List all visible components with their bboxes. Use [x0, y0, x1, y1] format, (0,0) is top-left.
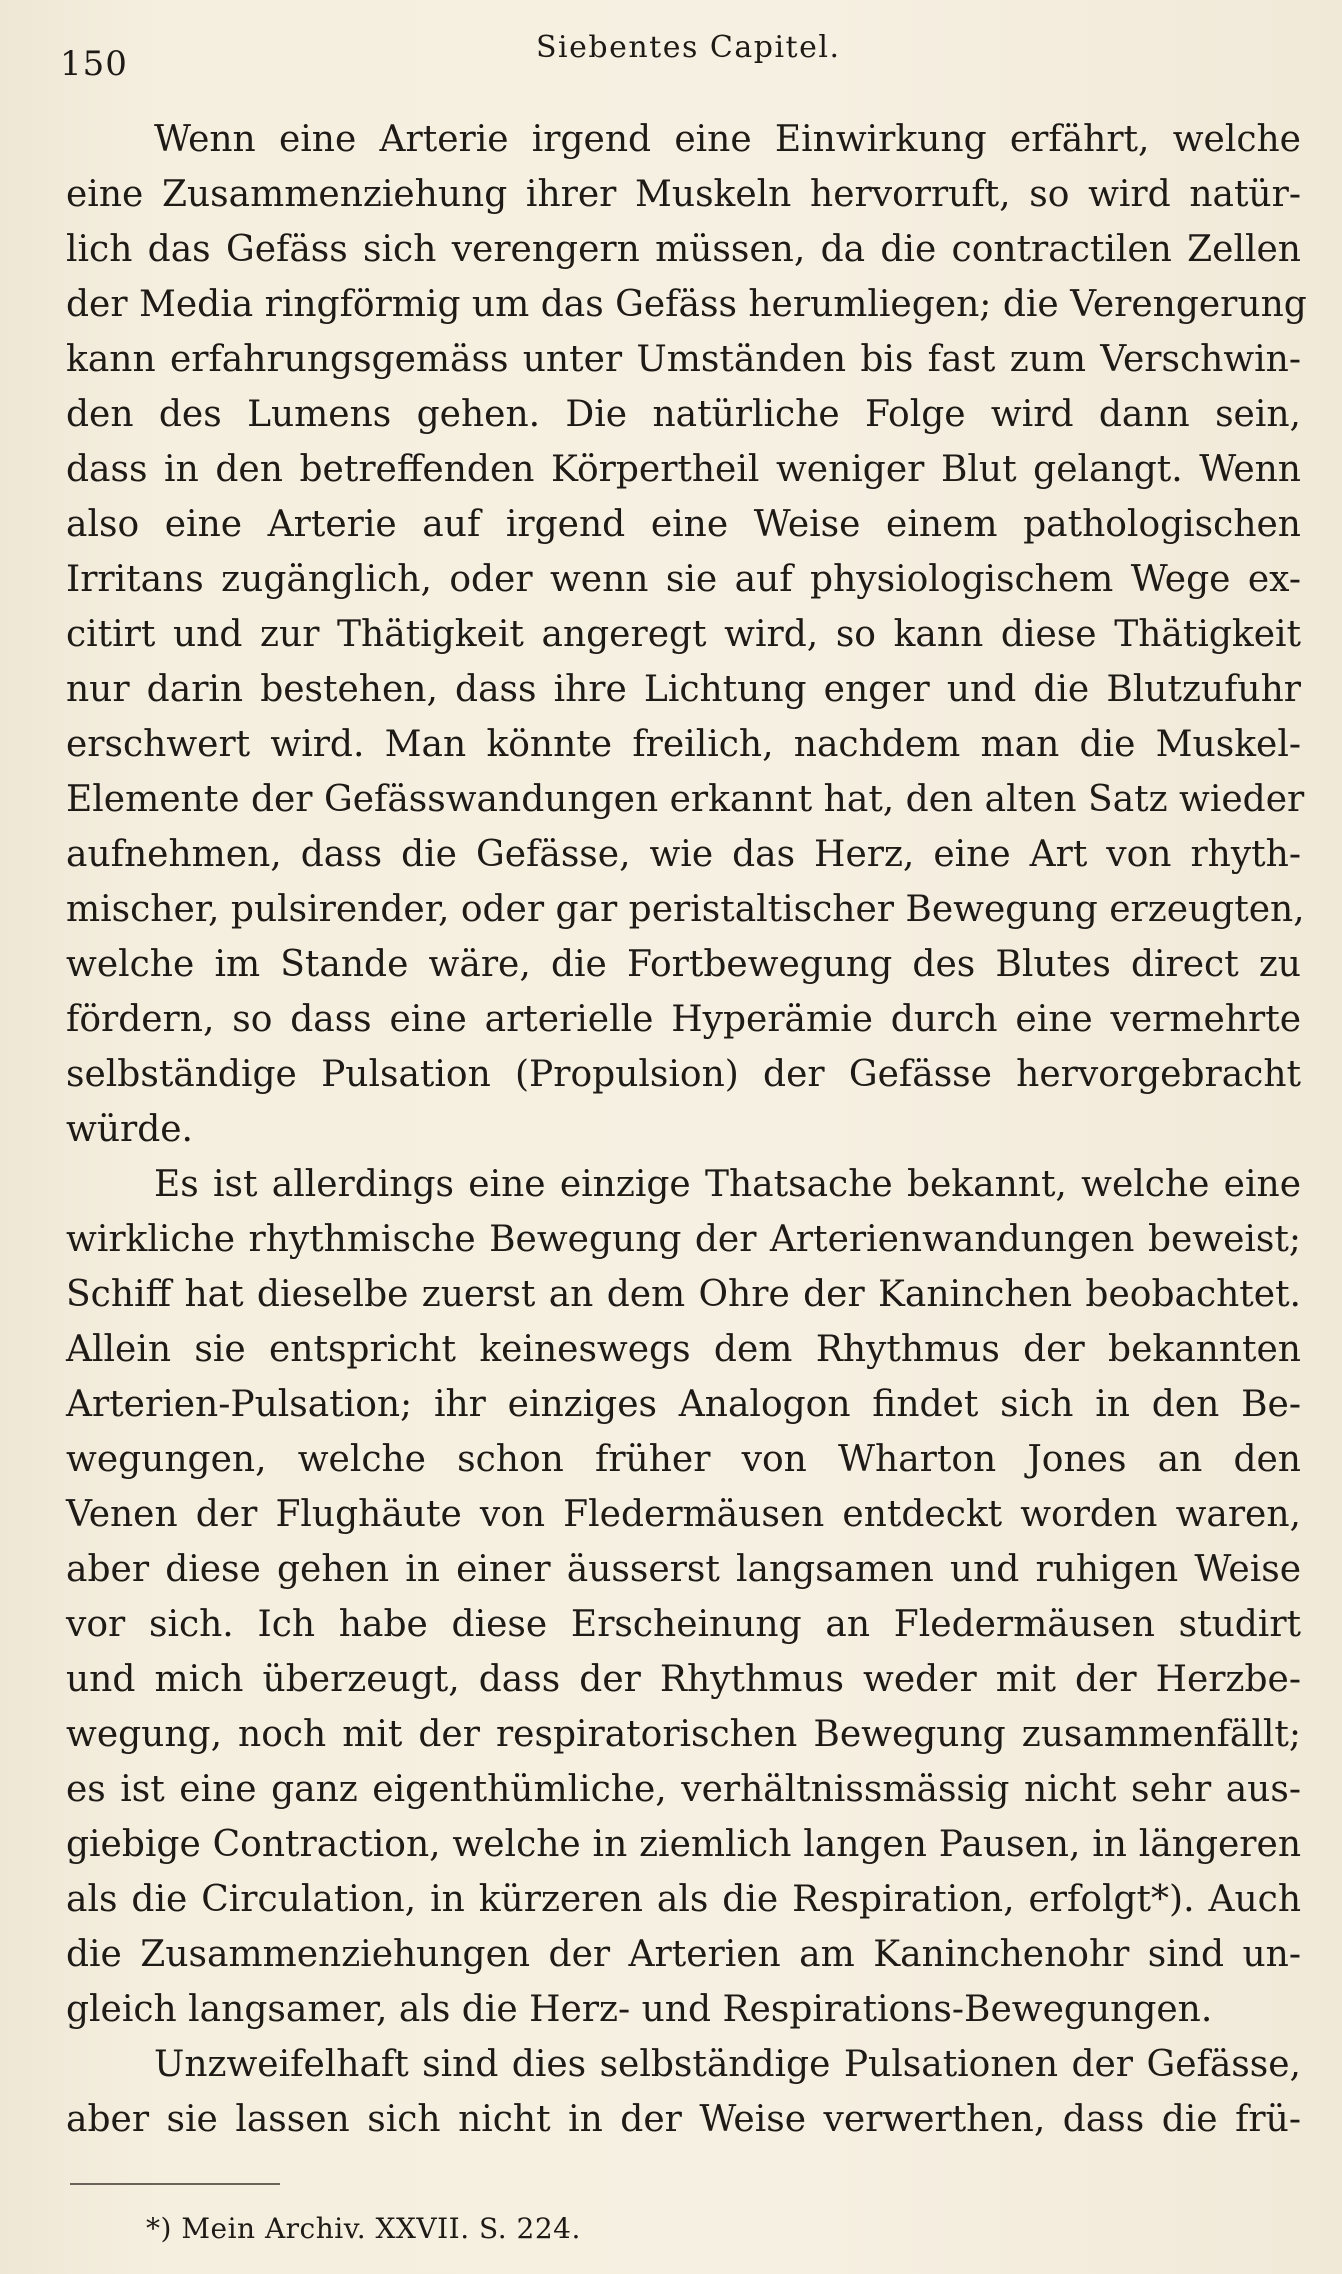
- text-line: eine Zusammenziehung ihrer Muskeln hervorruft, so wird natür-: [66, 174, 1301, 215]
- text-line: fördern, so dass eine arterielle Hyperämie durch eine vermehrte: [66, 999, 1301, 1040]
- text-line: Schiff hat dieselbe zuerst an dem Ohre der Kaninchen beobachtet.: [66, 1274, 1301, 1315]
- text-line: der Media ringförmig um das Gefäss herumliegen; die Verengerung: [66, 284, 1307, 325]
- text-line: Elemente der Gefässwandungen erkannt hat, den alten Satz wieder: [66, 779, 1305, 820]
- text-line: mischer, pulsirender, oder gar peristaltischer Bewegung erzeugten,: [66, 889, 1305, 930]
- text-line: also eine Arterie auf irgend eine Weise einem pathologischen: [66, 504, 1301, 545]
- text-line: Unzweifelhaft sind dies selbständige Pulsationen der Gefässe,: [154, 2044, 1301, 2085]
- text-line: wirkliche rhythmische Bewegung der Arterienwandungen beweist;: [66, 1219, 1301, 1260]
- text-line: als die Circulation, in kürzeren als die Respiration, erfolgt*). Auch: [66, 1879, 1301, 1920]
- text-line: die Zusammenziehungen der Arterien am Kaninchenohr sind un-: [66, 1934, 1301, 1975]
- footnote: *) Mein Archiv. XXVII. S. 224.: [146, 2212, 581, 2245]
- text-line: aufnehmen, dass die Gefässe, wie das Herz, eine Art von rhyth-: [66, 834, 1301, 875]
- text-line: Venen der Flughäute von Fledermäusen entdeckt worden waren,: [66, 1494, 1301, 1535]
- page-header: [0, 26, 1342, 86]
- body-text: [66, 112, 1307, 2147]
- text-line: Arterien-Pulsation; ihr einziges Analogon findet sich in den Be-: [66, 1384, 1301, 1425]
- text-line: wegung, noch mit der respiratorischen Bewegung zusammenfällt;: [66, 1714, 1301, 1755]
- text-line: nur darin bestehen, dass ihre Lichtung enger und die Blutzufuhr: [66, 669, 1301, 710]
- text-line: Irritans zugänglich, oder wenn sie auf physiologischem Wege ex-: [66, 559, 1301, 600]
- text-line: Es ist allerdings eine einzige Thatsache bekannt, welche eine: [154, 1164, 1301, 1205]
- text-line: lich das Gefäss sich verengern müssen, da die contractilen Zellen: [66, 229, 1301, 270]
- text-line: citirt und zur Thätigkeit angeregt wird, so kann diese Thätigkeit: [66, 614, 1301, 655]
- text-line: und mich überzeugt, dass der Rhythmus weder mit der Herzbe-: [66, 1659, 1301, 1700]
- text-line: selbständige Pulsation (Propulsion) der Gefässe hervorgebracht: [66, 1054, 1301, 1095]
- text-line: den des Lumens gehen. Die natürliche Folge wird dann sein,: [66, 394, 1301, 435]
- footnote-divider: [70, 2183, 280, 2185]
- running-head: Siebentes Capitel.: [536, 30, 841, 65]
- text-line: wegungen, welche schon früher von Wharton Jones an den: [66, 1439, 1301, 1480]
- text-line: aber sie lassen sich nicht in der Weise verwerthen, dass die frü-: [66, 2099, 1301, 2140]
- text-line: kann erfahrungsgemäss unter Umständen bis fast zum Verschwin-: [66, 339, 1301, 380]
- text-line: aber diese gehen in einer äusserst langsamen und ruhigen Weise: [66, 1549, 1301, 1590]
- text-line: Wenn eine Arterie irgend eine Einwirkung erfährt, welche: [154, 119, 1301, 160]
- page-number: 150: [60, 44, 128, 84]
- text-line: erschwert wird. Man könnte freilich, nachdem man die Muskel-: [66, 724, 1301, 765]
- text-line: es ist eine ganz eigenthümliche, verhältnissmässig nicht sehr aus-: [66, 1769, 1301, 1810]
- text-line: würde.: [66, 1109, 194, 1150]
- text-line: vor sich. Ich habe diese Erscheinung an Fledermäusen studirt: [66, 1604, 1301, 1645]
- text-line: dass in den betreffenden Körpertheil weniger Blut gelangt. Wenn: [66, 449, 1301, 490]
- text-line: gleich langsamer, als die Herz- und Respirations-Bewegungen.: [66, 1989, 1213, 2030]
- text-line: welche im Stande wäre, die Fortbewegung des Blutes direct zu: [66, 944, 1301, 985]
- text-line: Allein sie entspricht keineswegs dem Rhythmus der bekannten: [66, 1329, 1301, 1370]
- text-line: giebige Contraction, welche in ziemlich langen Pausen, in längeren: [66, 1824, 1301, 1865]
